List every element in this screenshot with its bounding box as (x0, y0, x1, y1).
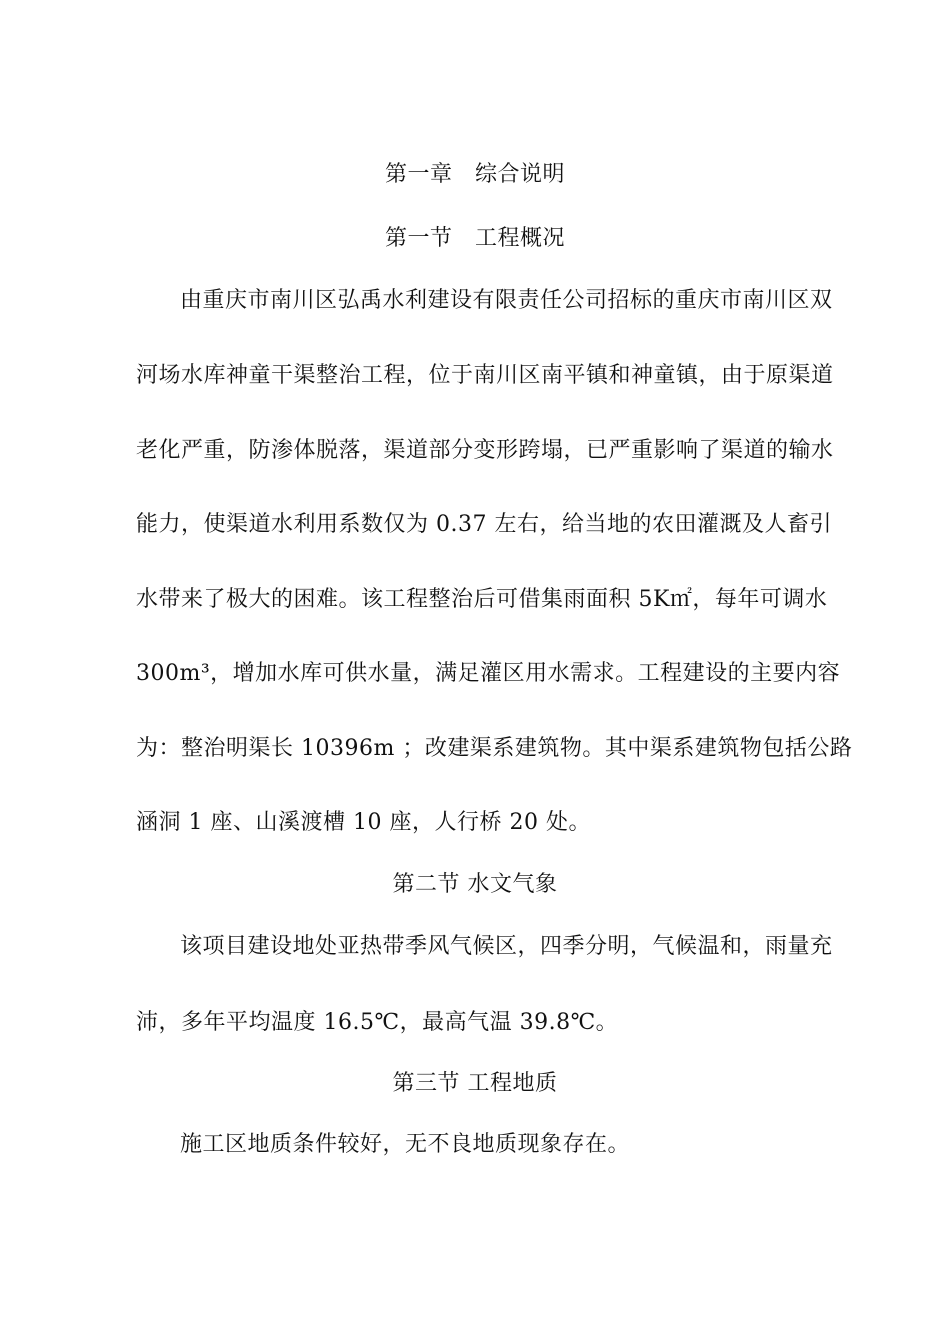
section-1-line-7: 为：整治明渠长 10396m ；改建渠系建筑物。其中渠系建筑物包括公路 (136, 736, 853, 761)
section-1-line-8: 涵洞 1 座、山溪渡槽 10 座，人行桥 20 处。 (136, 810, 591, 835)
section-1-title: 第一节 工程概况 (384, 226, 565, 251)
section-2-line-1: 该项目建设地处亚热带季风气候区，四季分明，气候温和，雨量充 (180, 934, 833, 959)
chapter-title: 第一章 综合说明 (384, 162, 565, 187)
section-1-line-5: 水带来了极大的困难。该工程整治后可借集雨面积 5K㎡，每年可调水 (136, 587, 828, 612)
section-3-line-1: 施工区地质条件较好，无不良地质现象存在。 (180, 1132, 631, 1157)
section-3-title: 第三节 工程地质 (392, 1071, 558, 1096)
section-1-line-1: 由重庆市南川区弘禹水利建设有限责任公司招标的重庆市南川区双 (180, 288, 833, 313)
section-1-line-3: 老化严重，防渗体脱落，渠道部分变形跨塌，已严重影响了渠道的输水 (136, 438, 834, 463)
section-2-line-2: 沛，多年平均温度 16.5℃，最高气温 39.8℃。 (136, 1010, 619, 1035)
section-1-line-2: 河场水库神童干渠整治工程，位于南川区南平镇和神童镇，由于原渠道 (136, 363, 834, 388)
section-2-title: 第二节 水文气象 (392, 872, 558, 897)
section-1-line-4: 能力，使渠道水利用系数仅为 0.37 左右，给当地的农田灌溉及人畜引 (136, 512, 832, 537)
section-1-line-6: 300m³，增加水库可供水量，满足灌区用水需求。工程建设的主要内容 (136, 661, 841, 686)
